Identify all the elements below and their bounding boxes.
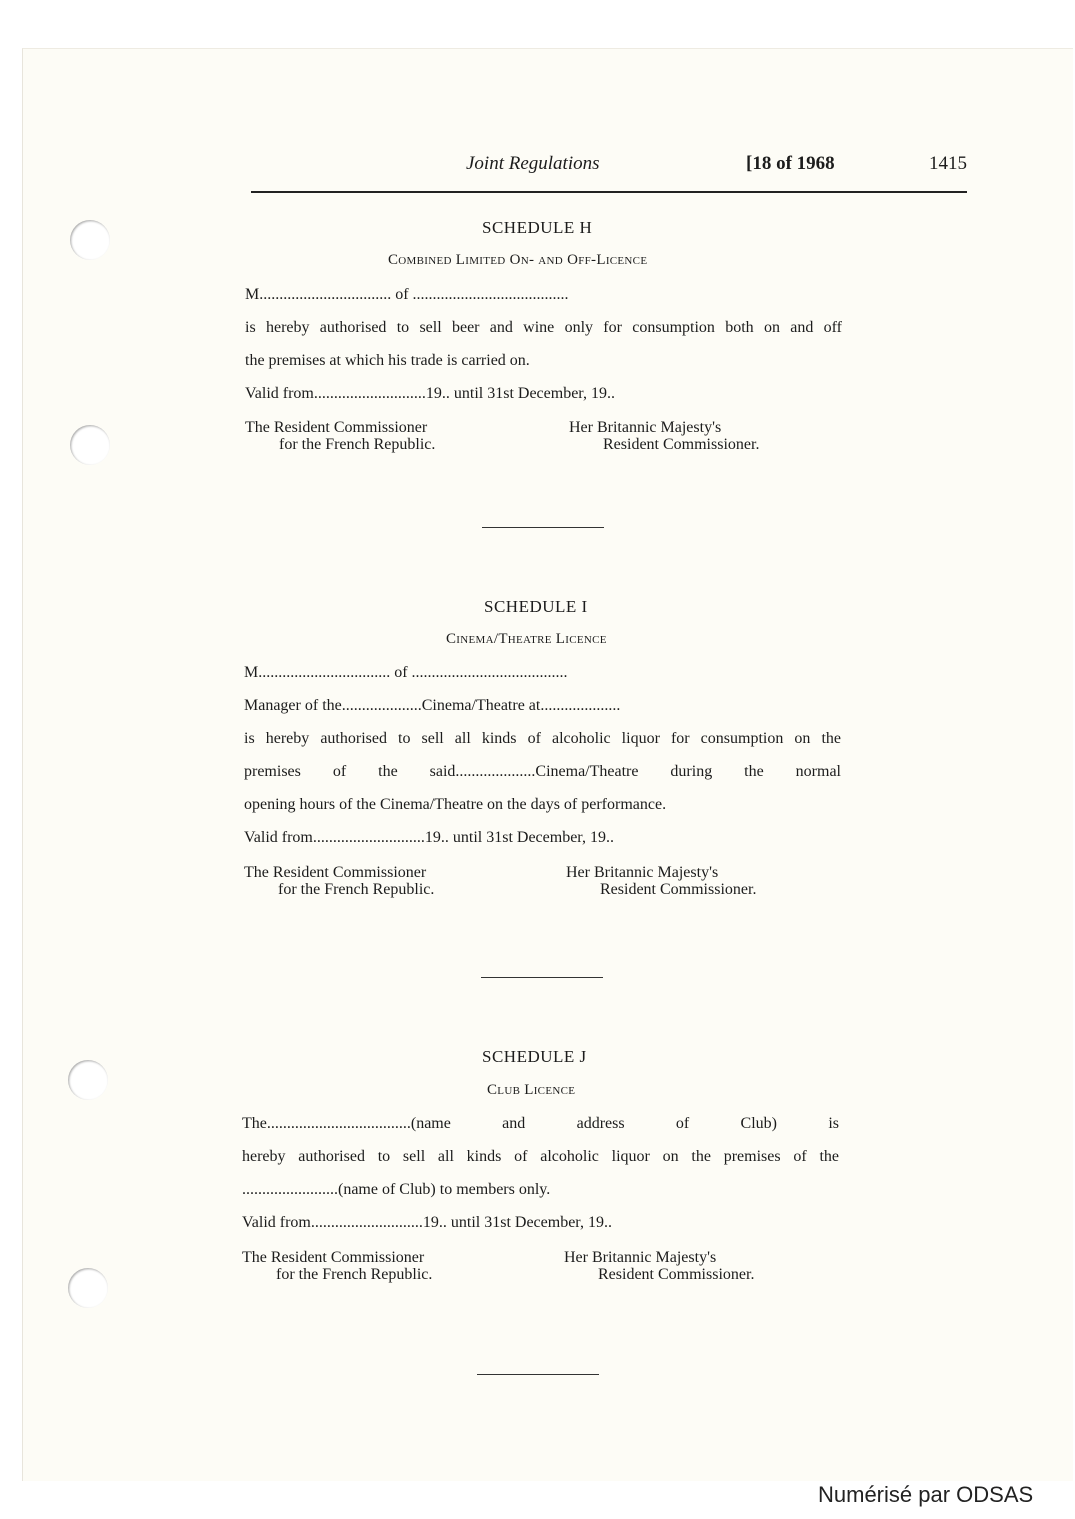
- body-line: is hereby authorised to sell beer and wine only for consumption both on and off: [245, 319, 842, 336]
- section-divider: [482, 527, 604, 528]
- signature-british: [564, 1249, 754, 1283]
- form-line-name: M................................. of .......................................: [244, 664, 568, 681]
- schedule-title: SCHEDULE H: [482, 218, 593, 237]
- schedule-subtitle: Combined Limited On- and Off-Licence: [388, 252, 648, 268]
- validity-line: Valid from............................19.. until 31st December, 19..: [245, 385, 615, 402]
- signature-line: Her Britannic Majesty's: [566, 864, 719, 881]
- form-line-club-name: ........................(name of Club) to members only.: [242, 1181, 551, 1198]
- body-line: premises of the said....................Cinema/Theatre during the normal: [244, 763, 841, 780]
- signature-line: Her Britannic Majesty's: [569, 419, 722, 436]
- schedule-subtitle: Club Licence: [487, 1082, 576, 1098]
- body-line: the premises at which his trade is carried on.: [245, 352, 530, 369]
- page-number: 1415: [929, 153, 967, 174]
- signature-line: The Resident Commissioner: [245, 419, 428, 436]
- signature-line: for the French Republic.: [279, 436, 436, 453]
- signature-line: Her Britannic Majesty's: [564, 1249, 717, 1266]
- header-rule: [251, 191, 967, 193]
- signature-line: Resident Commissioner.: [603, 436, 760, 453]
- signature-french: [245, 419, 435, 453]
- punch-hole: [68, 1268, 108, 1308]
- form-line-club: The....................................(name and address of Club) is: [242, 1115, 839, 1132]
- validity-line: Valid from............................19.. until 31st December, 19..: [242, 1214, 612, 1231]
- punch-hole: [70, 220, 110, 260]
- body-line: opening hours of the Cinema/Theatre on the days of performance.: [244, 796, 667, 813]
- signature-line: The Resident Commissioner: [242, 1249, 425, 1266]
- signature-line: for the French Republic.: [278, 881, 435, 898]
- signature-british: [566, 864, 756, 898]
- signature-line: The Resident Commissioner: [244, 864, 427, 881]
- section-divider: [481, 977, 603, 978]
- form-line-name: M................................. of .......................................: [245, 286, 569, 303]
- schedule-title: SCHEDULE I: [484, 597, 588, 616]
- signature-line: Resident Commissioner.: [598, 1266, 755, 1283]
- header-title: Joint Regulations: [466, 153, 600, 174]
- schedule-subtitle: Cinema/Theatre Licence: [446, 631, 607, 647]
- signature-line: for the French Republic.: [276, 1266, 433, 1283]
- digitization-credit: Numérisé par ODSAS: [818, 1482, 1034, 1507]
- form-line-manager: Manager of the....................Cinema/Theatre at....................: [244, 697, 621, 714]
- section-divider: [477, 1374, 599, 1375]
- punch-hole: [68, 1060, 108, 1100]
- schedule-title: SCHEDULE J: [482, 1047, 587, 1066]
- validity-line: Valid from............................19.. until 31st December, 19..: [244, 829, 614, 846]
- signature-french: [242, 1249, 432, 1283]
- body-line: is hereby authorised to sell all kinds of alcoholic liquor for consumption on the: [244, 730, 841, 747]
- body-line: hereby authorised to sell all kinds of alcoholic liquor on the premises of the: [242, 1148, 839, 1165]
- punch-hole: [70, 425, 110, 465]
- signature-french: [244, 864, 434, 898]
- header-regulation-number: [18 of 1968: [746, 153, 835, 174]
- signature-line: Resident Commissioner.: [600, 881, 757, 898]
- signature-british: [569, 419, 759, 453]
